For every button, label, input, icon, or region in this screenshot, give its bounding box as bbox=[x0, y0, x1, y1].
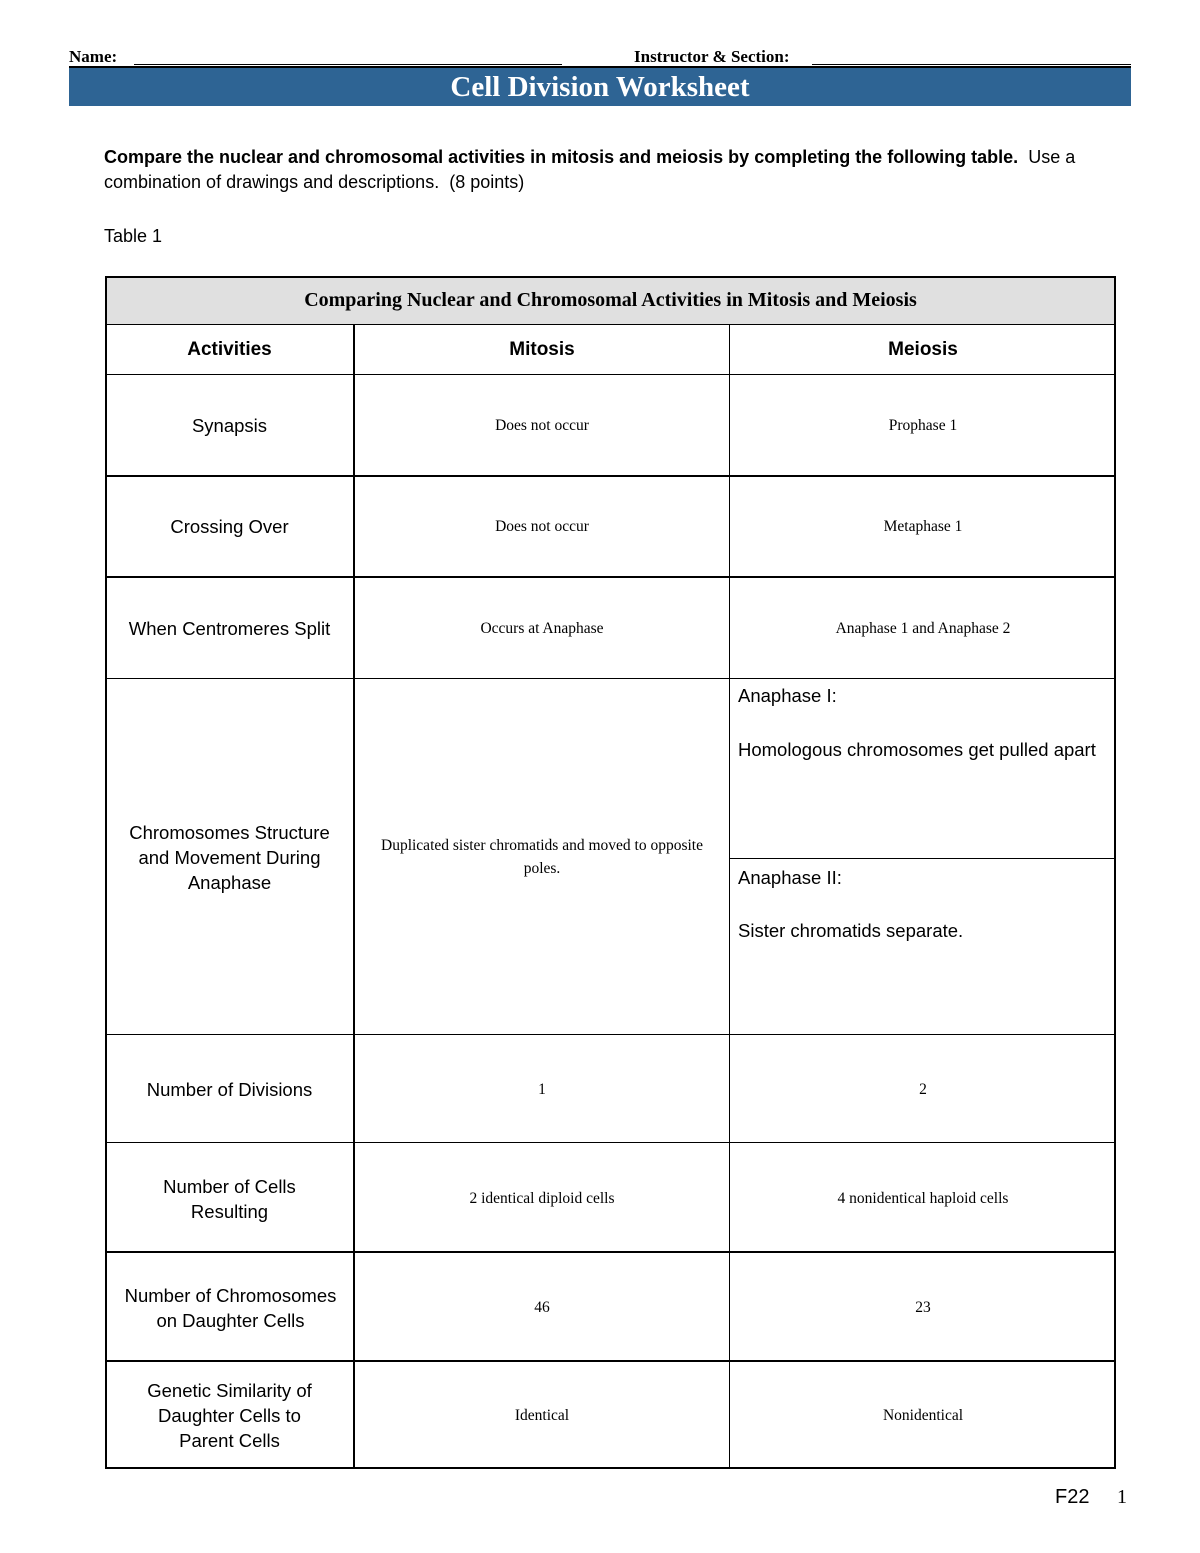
mitosis-cell: Does not occur bbox=[495, 417, 589, 434]
instructions-main: Compare the nuclear and chromosomal activities in mitosis and meiosis by completing the following table. bbox=[104, 147, 1019, 167]
table-border bbox=[105, 276, 1116, 278]
table-rule bbox=[105, 1142, 1116, 1143]
footer-code: F22 bbox=[1055, 1486, 1090, 1508]
column-header-meiosis: Meiosis bbox=[888, 339, 958, 360]
mitosis-cell: 2 identical diploid cells bbox=[469, 1190, 615, 1207]
page-number: 1 bbox=[1117, 1486, 1127, 1508]
table-rule bbox=[105, 576, 1116, 578]
table-rule bbox=[105, 475, 1116, 477]
table-border bbox=[1114, 276, 1116, 1469]
activity-cell: When Centromeres Split bbox=[128, 618, 331, 639]
instructions-points: (8 points) bbox=[449, 172, 525, 192]
table-rule bbox=[729, 325, 730, 1469]
meiosis-cell: 23 bbox=[915, 1299, 931, 1316]
mitosis-cell: 1 bbox=[538, 1081, 546, 1098]
meiosis-cell: Anaphase 1 and Anaphase 2 bbox=[835, 620, 1011, 637]
meiosis-cell: Prophase 1 bbox=[888, 417, 958, 434]
instructions-rest: Use a combination of drawings and descriptions. bbox=[104, 147, 1076, 192]
table-rule bbox=[105, 1251, 1116, 1253]
worksheet-title: Cell Division Worksheet bbox=[450, 70, 750, 103]
meiosis-anaphase-2-label: Anaphase II: bbox=[738, 867, 842, 888]
column-header-activities: Activities bbox=[187, 339, 272, 360]
activity-cell: Number of Cells Resulting bbox=[163, 1175, 296, 1222]
meiosis-anaphase-1-label: Anaphase I: bbox=[738, 685, 837, 706]
mitosis-cell: Occurs at Anaphase bbox=[480, 620, 604, 637]
meiosis-cell: Metaphase 1 bbox=[883, 518, 963, 535]
table-rule bbox=[105, 324, 1116, 325]
meiosis-cell: Nonidentical bbox=[882, 1407, 964, 1424]
table-caption-row bbox=[105, 276, 1116, 325]
table-rule bbox=[353, 325, 355, 1469]
instructor-section-field[interactable] bbox=[812, 64, 1131, 65]
comparison-table bbox=[105, 276, 1116, 1470]
meiosis-anaphase-2-text: Sister chromatids separate. bbox=[738, 920, 964, 941]
instructor-section-label: Instructor & Section: bbox=[634, 47, 790, 66]
column-header-mitosis: Mitosis bbox=[509, 339, 575, 360]
activity-cell: Synapsis bbox=[191, 415, 268, 436]
table-rule bbox=[105, 374, 1116, 375]
table-rule bbox=[105, 1034, 1116, 1035]
mitosis-cell: Identical bbox=[514, 1407, 570, 1424]
activity-cell: Chromosomes Structure and Movement During Anaphase bbox=[129, 821, 330, 893]
title-bar bbox=[69, 66, 1131, 106]
table-rule bbox=[730, 858, 1116, 859]
table-rule bbox=[105, 1360, 1116, 1362]
table-border bbox=[105, 1467, 1116, 1469]
name-field[interactable] bbox=[134, 64, 562, 65]
mitosis-cell: Duplicated sister chromatids and moved to opposite poles. bbox=[381, 837, 703, 877]
table-rule bbox=[105, 678, 1116, 679]
instructions bbox=[104, 145, 1094, 195]
meiosis-anaphase-1-text: Homologous chromosomes get pulled apart bbox=[738, 739, 1096, 760]
activity-cell: Crossing Over bbox=[170, 516, 289, 537]
activity-cell: Number of Chromosomes on Daughter Cells bbox=[124, 1284, 337, 1331]
table-label: Table 1 bbox=[104, 226, 163, 246]
table-caption: Comparing Nuclear and Chromosomal Activities in Mitosis and Meiosis bbox=[304, 289, 917, 311]
activity-cell: Genetic Similarity of Daughter Cells to Parent Cells bbox=[147, 1380, 312, 1451]
meiosis-cell: 4 nonidentical haploid cells bbox=[837, 1190, 1009, 1207]
table-border bbox=[105, 276, 107, 1469]
meiosis-cell: 2 bbox=[919, 1081, 927, 1098]
mitosis-cell: Does not occur bbox=[495, 518, 589, 535]
name-label: Name: bbox=[69, 47, 118, 66]
activity-cell: Number of Divisions bbox=[146, 1079, 313, 1100]
mitosis-cell: 46 bbox=[534, 1299, 550, 1316]
